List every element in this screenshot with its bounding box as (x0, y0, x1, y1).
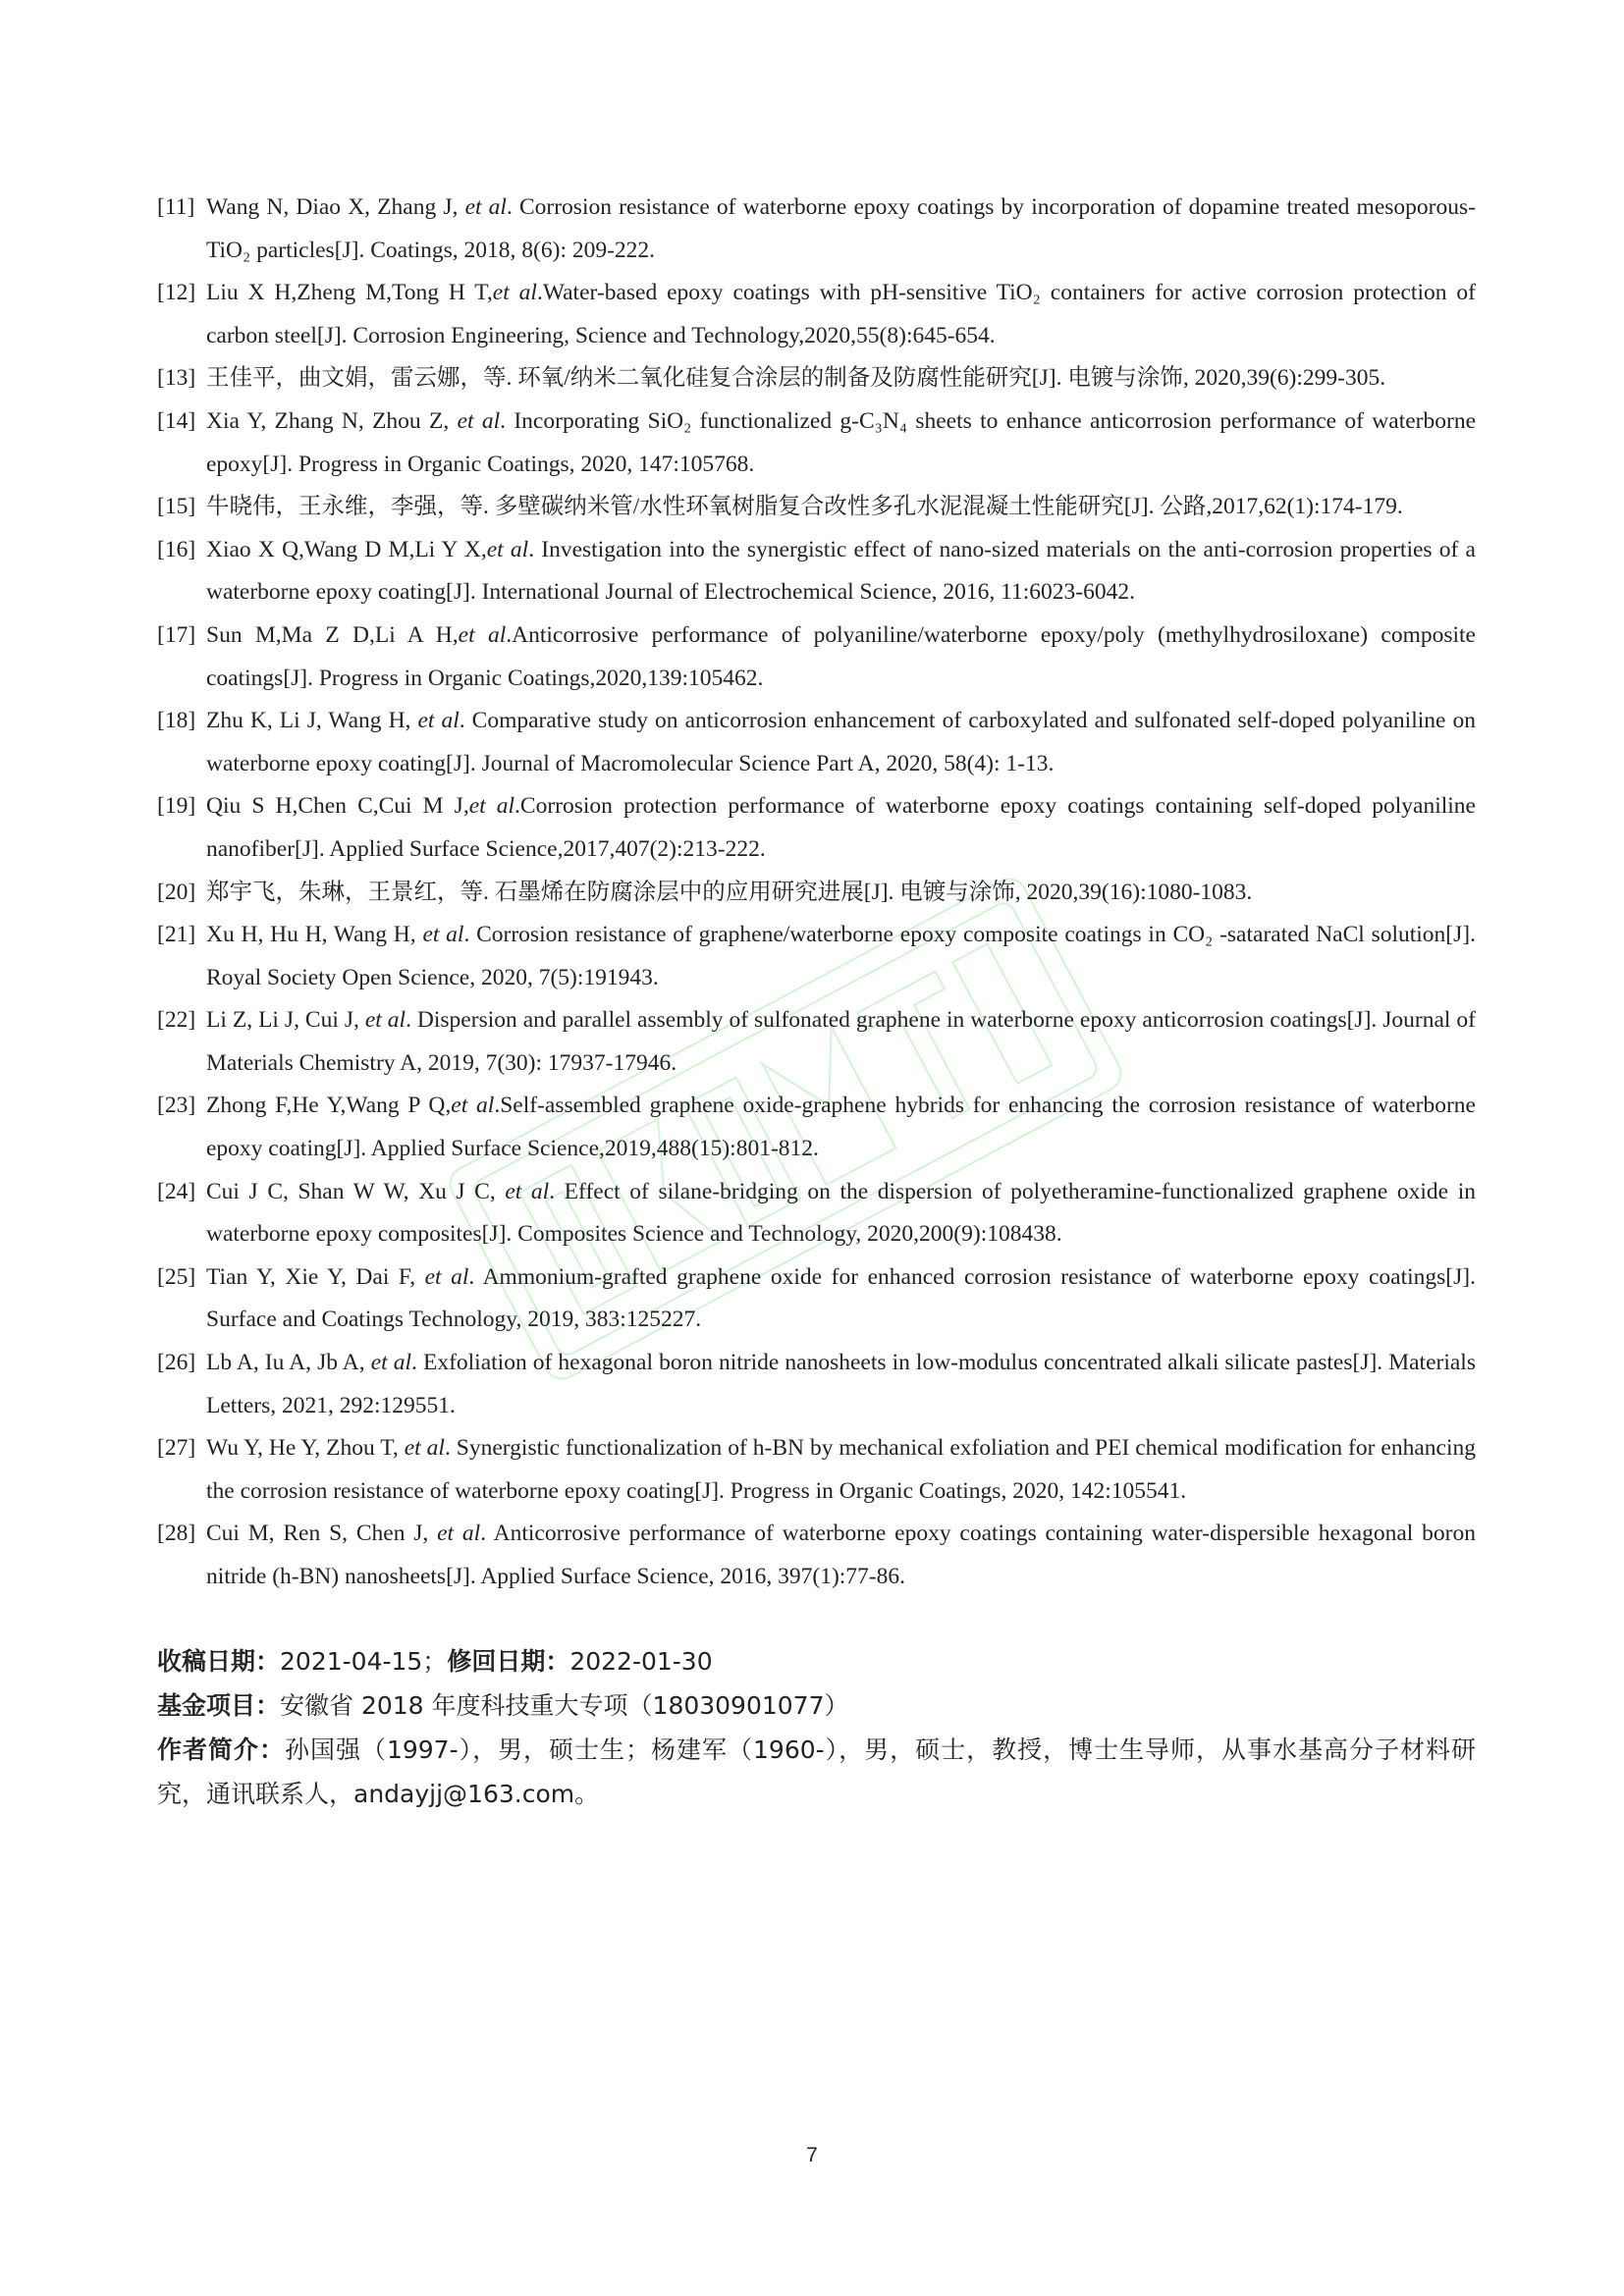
reference-etal: et al (458, 621, 507, 648)
reference-body: . Corrosion resistance of waterborne epoxy coatings by incorporation of dopamine treated mesoporous-TiO₂ particles[J]. Coatings, 2018, 8(6): 209-222. (206, 194, 1476, 263)
reference-body: . Effect of silane-bridging on the dispersion of polyetheramine-functionalized graphene oxide in waterborne epoxy composites[J]. Composites Science and Technology, 2020,200(9):108438. (206, 1178, 1476, 1248)
received-date: 2021-04-15； (280, 1647, 448, 1676)
author-value: 孙国强（1997-），男，硕士生；杨建军（1960-），男，硕士，教授，博士生导师，从事水基高分子材料研究，通讯联系人，andayjj@163.com。 (157, 1735, 1476, 1808)
reference-number: [15] (157, 494, 196, 520)
reference-body: . Dispersion and parallel assembly of sulfonated graphene in waterborne epoxy anticorrosion coatings[J]. Journal of Materials Chemistry A, 2019, 7(30): 17937-17946. (206, 1007, 1476, 1076)
reference-number: [18] (157, 708, 196, 734)
reference-number: [17] (157, 621, 196, 648)
reference-number: [14] (157, 407, 196, 434)
reference-item (157, 272, 1476, 357)
reference-item (157, 1427, 1476, 1513)
reference-number: [16] (157, 536, 196, 562)
reference-body: .Corrosion protection performance of waterborne epoxy coatings containing self-doped polyaniline nanofiber[J]. Applied Surface Science,2017,407(2):213-222. (206, 793, 1476, 862)
reference-number: [12] (157, 280, 196, 306)
reference-item (157, 785, 1476, 871)
reference-authors: Zhu K, Li J, Wang H, (206, 708, 418, 734)
reference-etal: et al (505, 1178, 550, 1204)
reference-authors: Wang N, Diao X, Zhang J, (206, 194, 465, 220)
reference-number: [22] (157, 1007, 196, 1034)
reference-item (157, 357, 1476, 400)
received-label: 收稿日期： (157, 1647, 281, 1676)
reference-authors: Zhong F,He Y,Wang P Q, (206, 1093, 452, 1119)
reference-authors: 郑宇飞，朱琳，王景红，等. 石墨烯在防腐涂层中的应用研究进展[J]. 电镀与涂饰, 2020,39(16):1080-1083. (206, 879, 1253, 905)
reference-etal: et al (457, 407, 501, 434)
reference-item (157, 914, 1476, 999)
reference-list (157, 187, 1476, 1599)
reference-etal: et al (468, 793, 515, 820)
reference-body: . Anticorrosive performance of waterborne epoxy coatings containing water-dispersible hexagonal boron nitride (h-BN) nanosheets[J]. Applied Surface Science, 2016, 397(1):77-86. (206, 1521, 1476, 1589)
reference-authors: 牛晓伟，王永维，李强，等. 多壁碳纳米管/水性环氧树脂复合改性多孔水泥混凝土性能研究[J]. 公路,2017,62(1):174-179. (206, 494, 1403, 520)
reference-body: .Anticorrosive performance of polyaniline/waterborne epoxy/poly (methylhydrosiloxane) composite coatings[J]. Progress in Organic Coatings,2020,139:105462. (206, 621, 1476, 691)
reference-etal: et al (464, 194, 507, 220)
reference-etal: et al (422, 922, 464, 948)
reference-etal: et al (370, 1350, 412, 1376)
reference-authors: Wu Y, He Y, Zhou T, (206, 1435, 405, 1462)
reference-item (157, 872, 1476, 915)
reference-item (157, 614, 1476, 700)
author-label: 作者简介： (157, 1735, 285, 1764)
reference-item (157, 1085, 1476, 1170)
reference-item (157, 1513, 1476, 1598)
reference-item (157, 1342, 1476, 1427)
reference-body: . Investigation into the synergistic effect of nano-sized materials on the anti-corrosion properties of a waterborne epoxy coating[J]. International Journal of Electrochemical Science, 2016, 11:6023-6042. (206, 536, 1476, 606)
reference-authors: Cui M, Ren S, Chen J, (206, 1521, 438, 1547)
reference-item (157, 187, 1476, 272)
page-number: 7 (806, 2144, 818, 2166)
reference-number: [25] (157, 1263, 196, 1290)
reference-authors: 王佳平，曲文娟，雷云娜，等. 环氧/纳米二氧化硅复合涂层的制备及防腐性能研究[J]. 电镀与涂饰, 2020,39(6):299-305. (206, 365, 1386, 392)
fund-value: 安徽省 2018 年度科技重大专项（18030901077） (280, 1691, 849, 1720)
reference-body: . Incorporating SiO₂ functionalized g-C₃N₄ sheets to enhance anticorrosion performance of waterborne epoxy[J]. Progress in Organic Coatings, 2020, 147:105768. (206, 407, 1477, 477)
reference-authors: Cui J C, Shan W W, Xu J C, (206, 1178, 506, 1204)
reference-number: [13] (157, 365, 196, 392)
fund-label: 基金项目： (157, 1691, 281, 1720)
reference-number: [19] (157, 793, 196, 820)
reference-body: .Water-based epoxy coatings with pH-sensitive TiO₂ containers for active corrosion protection of carbon steel[J]. Corrosion Engineering, Science and Technology,2020,55(8):645-654. (206, 280, 1476, 348)
reference-item (157, 1171, 1476, 1256)
reference-etal: et al (486, 536, 529, 562)
article-metadata (157, 1639, 1476, 1816)
reference-authors: Li Z, Li J, Cui J, (206, 1007, 365, 1034)
reference-body: .Self-assembled graphene oxide-graphene hybrids for enhancing the corrosion resistance of waterborne epoxy coating[J]. Applied Surface Science,2019,488(15):801-812. (206, 1093, 1476, 1162)
reference-item (157, 700, 1476, 785)
reference-authors: Xia Y, Zhang N, Zhou Z, (206, 407, 458, 434)
revised-label: 修回日期： (447, 1647, 570, 1676)
reference-etal: et al (451, 1093, 495, 1119)
reference-number: [21] (157, 922, 196, 948)
reference-number: [20] (157, 879, 196, 905)
reference-etal: et al (492, 280, 537, 306)
received-revised-dates (157, 1639, 1476, 1683)
reference-authors: Lb A, Iu A, Jb A, (206, 1350, 371, 1376)
reference-etal: et al (437, 1521, 481, 1547)
reference-authors: Qiu S H,Chen C,Cui M J, (206, 793, 469, 820)
revised-date: 2022-01-30 (569, 1647, 713, 1676)
reference-authors: Sun M,Ma Z D,Li A H, (206, 621, 459, 648)
reference-item (157, 529, 1476, 614)
reference-etal: et al (424, 1263, 469, 1290)
author-bio (157, 1728, 1476, 1816)
reference-authors: Tian Y, Xie Y, Dai F, (206, 1263, 425, 1290)
reference-number: [23] (157, 1093, 196, 1119)
reference-etal: et al (364, 1007, 406, 1034)
reference-body: . Comparative study on anticorrosion enhancement of carboxylated and sulfonated self-doped polyaniline on waterborne epoxy coating[J]. Journal of Macromolecular Science Part A, 2020, 58(4): 1-13. (206, 708, 1476, 776)
reference-etal: et al (404, 1435, 445, 1462)
fund-line (157, 1683, 1476, 1728)
reference-etal: et al (417, 708, 460, 734)
reference-body: . Exfoliation of hexagonal boron nitride nanosheets in low-modulus concentrated alkali silicate pastes[J]. Materials Letters, 2021, 292:129551. (206, 1350, 1476, 1418)
reference-body: . Synergistic functionalization of h-BN by mechanical exfoliation and PEI chemical modification for enhancing the corrosion resistance of waterborne epoxy coating[J]. Progress in Organic Coatings, 2020, 142:105541. (206, 1435, 1476, 1504)
reference-number: [28] (157, 1521, 196, 1547)
reference-authors: Xiao X Q,Wang D M,Li Y X, (206, 536, 487, 562)
reference-number: [27] (157, 1435, 196, 1462)
reference-number: [26] (157, 1350, 196, 1376)
reference-body: . Corrosion resistance of graphene/waterborne epoxy composite coatings in CO₂ -satarated NaCl solution[J]. Royal Society Open Science, 2020, 7(5):191943. (206, 922, 1476, 990)
reference-authors: Liu X H,Zheng M,Tong H T, (206, 280, 493, 306)
reference-body: . Ammonium-grafted graphene oxide for enhanced corrosion resistance of waterborne epoxy coatings[J]. Surface and Coatings Technology, 2019, 383:125227. (206, 1263, 1476, 1333)
reference-item (157, 999, 1476, 1085)
reference-item (157, 400, 1476, 486)
reference-number: [11] (157, 194, 195, 220)
reference-authors: Xu H, Hu H, Wang H, (206, 922, 423, 948)
reference-number: [24] (157, 1178, 196, 1204)
reference-item (157, 486, 1476, 529)
reference-item (157, 1256, 1476, 1342)
